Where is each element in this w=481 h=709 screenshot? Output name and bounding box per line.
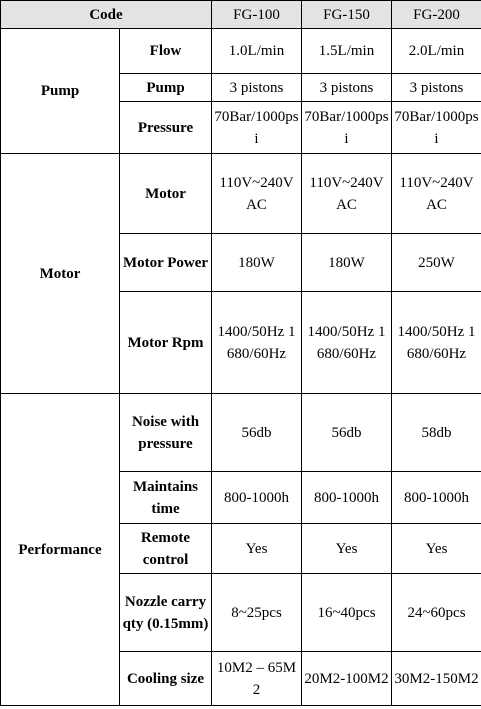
header-model: FG-100 [212, 1, 302, 29]
group-performance: Performance [1, 394, 120, 706]
row-label: Cooling size [120, 652, 212, 706]
cell-value: 70Bar/1000psi [302, 102, 392, 154]
cell-value: 1400/50Hz 1680/60Hz [212, 292, 302, 394]
cell-value: 250W [392, 234, 481, 292]
cell-value: 70Bar/1000psi [212, 102, 302, 154]
cell-value: 110V~240V AC [392, 154, 481, 234]
cell-value: 110V~240V AC [302, 154, 392, 234]
cell-value: 180W [302, 234, 392, 292]
cell-value: 800-1000h [212, 472, 302, 524]
cell-value: 3 pistons [392, 74, 481, 102]
row-label: Nozzle carry qty (0.15mm) [120, 574, 212, 652]
table-row [1, 394, 481, 472]
row-label: Maintains time [120, 472, 212, 524]
cell-value: 800-1000h [302, 472, 392, 524]
row-label: Noise with pressure [120, 394, 212, 472]
cell-value: 1.5L/min [302, 29, 392, 74]
group-motor: Motor [1, 154, 120, 394]
row-label: Motor Power [120, 234, 212, 292]
row-label: Pressure [120, 102, 212, 154]
row-label: Motor [120, 154, 212, 234]
cell-value: 70Bar/1000psi [392, 102, 481, 154]
cell-value: 56db [212, 394, 302, 472]
row-label: Remote control [120, 524, 212, 574]
header-model: FG-150 [302, 1, 392, 29]
cell-value: Yes [302, 524, 392, 574]
cell-value: 3 pistons [212, 74, 302, 102]
cell-value: 58db [392, 394, 481, 472]
row-label: Flow [120, 29, 212, 74]
cell-value: 3 pistons [302, 74, 392, 102]
cell-value: 1400/50Hz 1680/60Hz [302, 292, 392, 394]
group-pump: Pump [1, 29, 120, 154]
cell-value: 20M2-100M2 [302, 652, 392, 706]
cell-value: 16~40pcs [302, 574, 392, 652]
cell-value: 30M2-150M2 [392, 652, 481, 706]
cell-value: 800-1000h [392, 472, 481, 524]
header-row [1, 1, 481, 29]
row-label: Pump [120, 74, 212, 102]
cell-value: 1.0L/min [212, 29, 302, 74]
cell-value: 56db [302, 394, 392, 472]
table-row [1, 29, 481, 74]
cell-value: 110V~240V AC [212, 154, 302, 234]
cell-value: 24~60pcs [392, 574, 481, 652]
header-code: Code [1, 1, 212, 29]
cell-value: 1400/50Hz 1680/60Hz [392, 292, 481, 394]
cell-value: Yes [212, 524, 302, 574]
cell-value: Yes [392, 524, 481, 574]
cell-value: 10M2 – 65M2 [212, 652, 302, 706]
cell-value: 180W [212, 234, 302, 292]
table-row [1, 154, 481, 234]
cell-value: 8~25pcs [212, 574, 302, 652]
row-label: Motor Rpm [120, 292, 212, 394]
cell-value: 2.0L/min [392, 29, 481, 74]
header-model: FG-200 [392, 1, 481, 29]
